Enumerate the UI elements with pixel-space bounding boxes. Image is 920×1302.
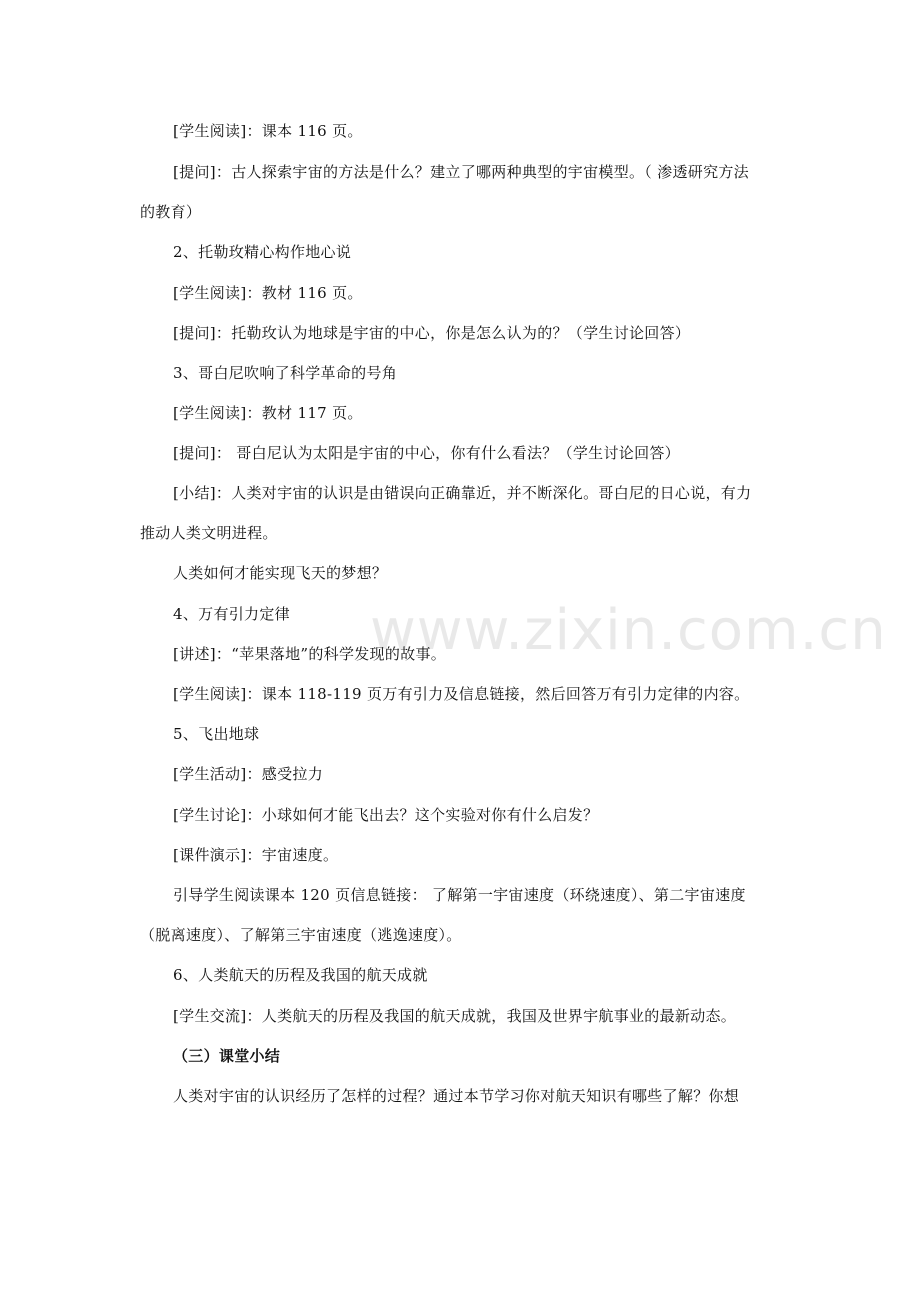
text-line: [学生交流]：人类航天的历程及我国的航天成就，我国及世界宇航事业的最新动态。 (173, 1007, 737, 1025)
text-line: [课件演示]：宇宙速度。 (173, 846, 339, 864)
text-line: [小结]：人类对宇宙的认识是由错误向正确靠近，并不断深化。哥白尼的日心说，有力 (173, 484, 752, 502)
text-line: 引导学生阅读课本 120 页信息链接： 了解第一宇宙速度（环绕速度）、第二宇宙速度 (173, 886, 746, 904)
text-line: [讲述]：“苹果落地”的科学发现的故事。 (173, 645, 447, 663)
section-heading: 2、托勒玫精心构作地心说 (173, 243, 352, 261)
text-line: [学生阅读]：课本 118-119 页万有引力及信息链接，然后回答万有引力定律的内容。 (173, 685, 750, 703)
text-line: 的教育） (140, 203, 202, 221)
text-line: [提问]： 哥白尼认为太阳是宇宙的中心，你有什么看法？（学生讨论回答） (173, 444, 680, 462)
section-heading: 6、人类航天的历程及我国的航天成就 (173, 966, 428, 984)
summary-heading: （三）课堂小结 (173, 1047, 281, 1065)
section-heading: 3、哥白尼吹响了科学革命的号角 (173, 364, 398, 382)
text-line: [学生阅读]：教材 117 页。 (173, 404, 363, 422)
text-line: [提问]：托勒玫认为地球是宇宙的中心，你是怎么认为的？（学生讨论回答） (173, 324, 691, 342)
text-line: 推动人类文明进程。 (140, 524, 278, 542)
text-line: 人类对宇宙的认识经历了怎样的过程？通过本节学习你对航天知识有哪些了解？你想 (173, 1087, 740, 1105)
text-line: 人类如何才能实现飞天的梦想？ (173, 564, 388, 582)
text-line: [提问]：古人探索宇宙的方法是什么？建立了哪两种典型的宇宙模型。（ 渗透研究方法 (173, 163, 749, 181)
watermark: www.zixin.com.cn (370, 598, 887, 663)
text-line: [学生活动]：感受拉力 (173, 765, 324, 783)
section-heading: 4、万有引力定律 (173, 605, 290, 623)
text-line: [学生讨论]：小球如何才能飞出去？这个实验对你有什么启发？ (173, 806, 599, 824)
text-line: [学生阅读]：教材 116 页。 (173, 284, 363, 302)
text-line: [学生阅读]：课本 116 页。 (173, 122, 363, 140)
text-line: （脱离速度）、了解第三宇宙速度（逃逸速度）。 (140, 926, 462, 944)
section-heading: 5、飞出地球 (173, 725, 260, 743)
